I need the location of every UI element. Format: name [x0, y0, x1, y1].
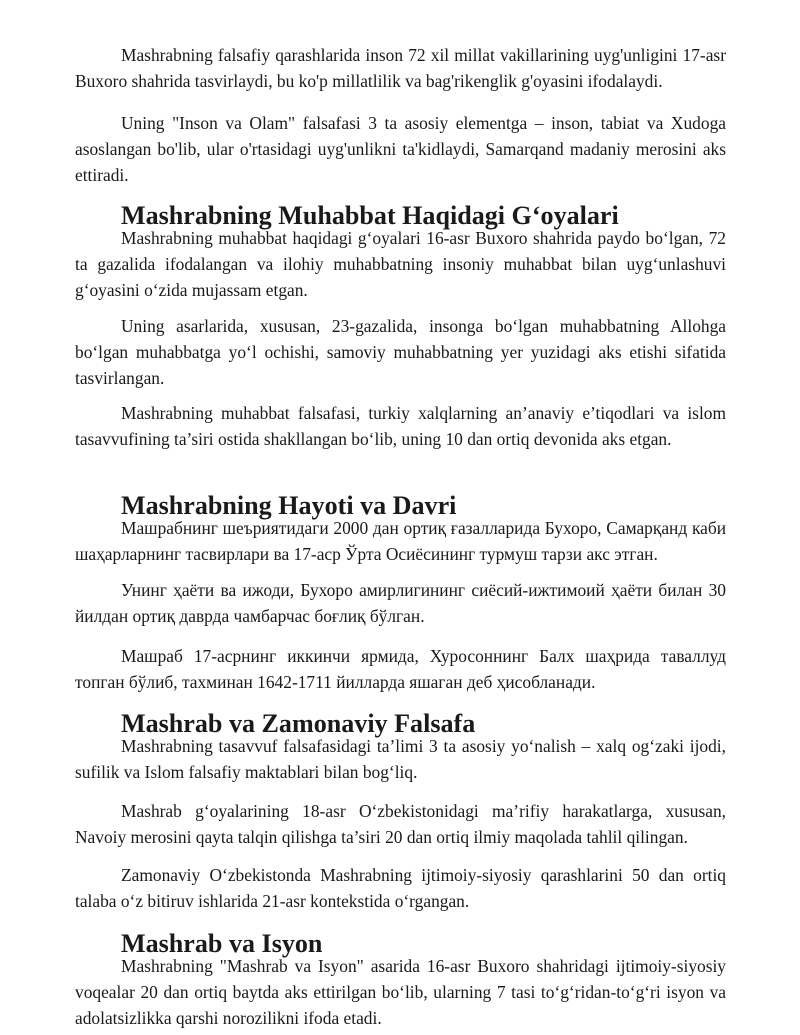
paragraph: Mashrabning tasavvuf falsafasidagi ta’limi 3 ta asosiy yo‘nalish – xalq og‘zaki ijodi, sufilik va Islom falsafiy maktablari bilan bog‘liq.: [75, 736, 726, 782]
section-heading: Mashrab va Zamonaviy Falsafa: [121, 709, 476, 738]
paragraph: Унинг ҳаёти ва ижоди, Бухоро амирлигининг сиёсий-ижтимоий ҳаёти билан 30 йилдан ортиқ даврда чамбарчас боғлиқ бўлган.: [75, 580, 726, 626]
paragraph: Zamonaviy O‘zbekistonda Mashrabning ijtimoiy-siyosiy qarashlarini 50 dan ortiq talaba o‘z bitiruv ishlarida 21-asr kontekstida o‘rgangan.: [75, 865, 726, 911]
paragraph: Машрабнинг шеъриятидаги 2000 дан ортиқ ғазалларида Бухоро, Самарқанд каби шаҳарларнинг тасвирлари ва 17-аср Ўрта Осиёсининг турмуш тарзи акс этган.: [75, 518, 726, 564]
paragraph: Uning asarlarida, xususan, 23-gazalida, insonga bo‘lgan muhabbatning Allohga bo‘lgan muhabbatga yo‘l ochishi, samoviy muhabbatning yer yuzidagi aks etishi sifatida tasvirlangan.: [75, 316, 726, 388]
section-heading: Mashrab va Isyon: [121, 929, 323, 958]
section-heading: Mashrabning Hayoti va Davri: [121, 491, 457, 520]
paragraph: Машраб 17-асрнинг иккинчи ярмида, Хуросоннинг Балх шаҳрида таваллуд топган бўлиб, тахминан 1642-1711 йилларда яшаган деб ҳисобланади.: [75, 646, 726, 692]
paragraph: Mashrab g‘oyalarining 18-asr O‘zbekistonidagi ma’rifiy harakatlarga, xususan, Navoiy merosini qayta talqin qilishga ta’siri 20 dan ortiq ilmiy maqolada tahlil qilingan.: [75, 801, 726, 847]
paragraph: Mashrabning muhabbat falsafasi, turkiy xalqlarning an’anaviy e’tiqodlari va islom tasavvufining ta’siri ostida shakllangan bo‘lib, uning 10 dan ortiq devonida aks etgan.: [75, 403, 726, 449]
paragraph: Uning "Inson va Olam" falsafasi 3 ta asosiy elementga – inson, tabiat va Xudoga asoslangan bo'lib, ular o'rtasidagi uyg'unlikni ta'kidlaydi, Samarqand madaniy merosini aks ettiradi.: [75, 113, 726, 185]
paragraph: Mashrabning "Mashrab va Isyon" asarida 16-asr Buxoro shahridagi ijtimoiy-siyosiy voqealar 20 dan ortiq baytda aks ettirilgan bo‘lib, ularning 7 tasi to‘g‘ridan-to‘g‘ri isyon va adolatsizlikka qarshi norozilikni ifoda etadi.: [75, 956, 726, 1028]
paragraph: Mashrabning falsafiy qarashlarida inson 72 xil millat vakillarining uyg'unligini 17-asr Buxoro shahrida tasvirlaydi, bu ko'p millatlilik va bag'rikenglik g'oyasini ifodalaydi.: [75, 45, 726, 91]
section-heading: Mashrabning Muhabbat Haqidagi G‘oyalari: [121, 201, 619, 230]
paragraph: Mashrabning muhabbat haqidagi g‘oyalari 16-asr Buxoro shahrida paydo bo‘lgan, 72 ta gazalida ifodalangan va ilohiy muhabbatning insoniy muhabbat bilan uyg‘unlashuvi g‘oyasini o‘zida mujassam etgan.: [75, 228, 726, 300]
